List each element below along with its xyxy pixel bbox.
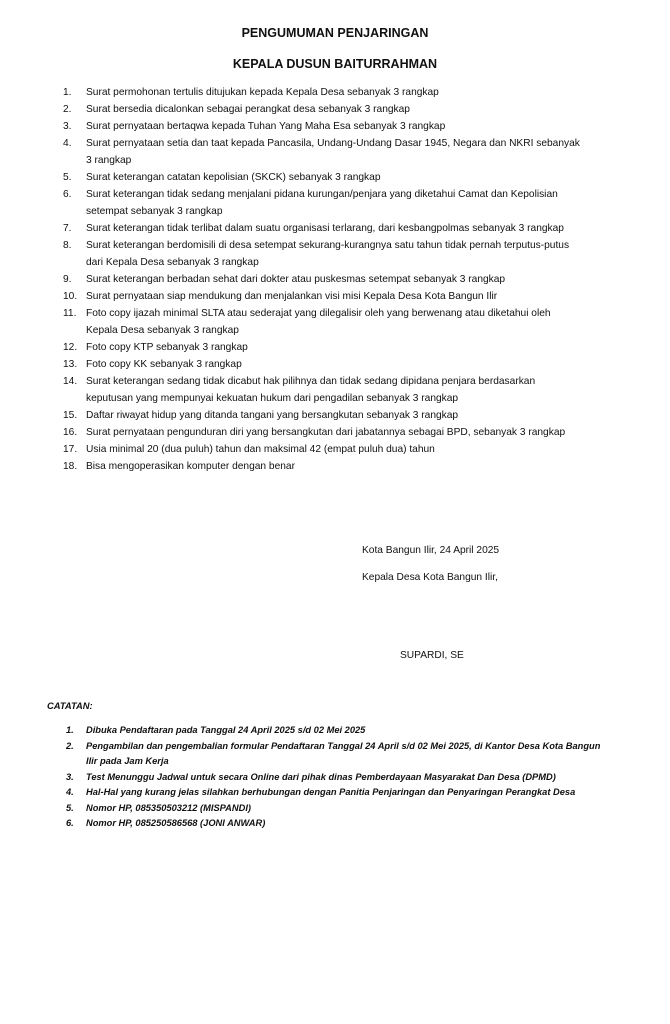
note-number: 6. <box>66 818 74 828</box>
list-item <box>63 373 583 407</box>
item-number: 12. <box>63 342 78 353</box>
list-item <box>66 801 606 817</box>
item-text: Surat bersedia dicalonkan sebagai perangkat desa sebanyak 3 rangkap <box>86 104 410 115</box>
list-item <box>63 186 583 220</box>
note-text: Pengambilan dan pengembalian formular Pendaftaran Tanggal 24 April s/d 02 Mei 2025, di Kantor Desa Kota Bangun Ilir pada Jam Kerja <box>86 740 601 766</box>
item-text: Foto copy KTP sebanyak 3 rangkap <box>86 342 248 353</box>
item-text: Surat keterangan tidak sedang menjalani pidana kurungan/penjara yang diketahui Camat dan Kepolisian setempat sebanyak 3 rangkap <box>86 189 558 217</box>
note-number: 2. <box>66 740 74 751</box>
list-item <box>63 237 583 271</box>
list-item <box>63 169 583 186</box>
list-item <box>66 739 606 770</box>
item-number: 2. <box>63 104 72 115</box>
item-number: 14. <box>63 376 78 387</box>
item-number: 7. <box>63 223 72 234</box>
list-item <box>63 220 583 237</box>
list-item <box>66 785 606 801</box>
item-text: Surat permohonan tertulis ditujukan kepada Kepala Desa sebanyak 3 rangkap <box>86 87 439 98</box>
item-number: 11. <box>63 308 77 319</box>
notes-list <box>66 723 606 832</box>
document-subtitle: KEPALA DUSUN BAITURRAHMAN <box>232 57 438 71</box>
item-text: Daftar riwayat hidup yang ditanda tangani yang bersangkutan sebanyak 3 rangkap <box>86 410 459 421</box>
note-number: 3. <box>66 771 74 782</box>
document-title: PENGUMUMAN PENJARINGAN <box>241 26 429 40</box>
list-item <box>63 271 583 288</box>
list-item <box>63 458 583 475</box>
item-number: 17. <box>63 444 78 455</box>
item-text: Surat pernyataan pengunduran diri yang bersangkutan dari jabatannya sebagai BPD, sebanyak 3 rangkap <box>86 427 566 438</box>
item-number: 5. <box>63 172 72 183</box>
item-number: 4. <box>63 138 72 149</box>
list-item <box>66 816 606 832</box>
list-item <box>63 288 583 305</box>
item-number: 10. <box>63 291 78 302</box>
item-text: Usia minimal 20 (dua puluh) tahun dan maksimal 42 (empat puluh dua) tahun <box>86 444 435 455</box>
item-number: 15. <box>63 410 78 421</box>
signature-place-date: Kota Bangun Ilir, 24 April 2025 <box>362 545 500 556</box>
list-item <box>63 356 583 373</box>
item-text: Foto copy KK sebanyak 3 rangkap <box>86 359 242 370</box>
note-number: 4. <box>66 787 74 797</box>
item-number: 6. <box>63 189 72 200</box>
item-number: 3. <box>63 121 72 132</box>
signature-name: SUPARDI, SE <box>400 650 464 661</box>
notes-heading: CATATAN: <box>47 700 93 711</box>
note-number: 1. <box>66 725 74 735</box>
item-text: Surat pernyataan siap mendukung dan menjalankan visi misi Kepala Desa Kota Bangun Ilir <box>86 291 498 302</box>
item-text: Foto copy ijazah minimal SLTA atau sederajat yang dilegalisir oleh yang berwenang atau diketahui oleh Kepala Desa sebanyak 3 rangkap <box>86 308 551 336</box>
item-number: 1. <box>63 87 72 98</box>
list-item <box>66 770 606 786</box>
note-text: Hal-Hal yang kurang jelas silahkan berhubungan dengan Panitia Penjaringan dan Penyaringan Perangkat Desa <box>86 787 576 797</box>
item-number: 13. <box>63 359 78 370</box>
item-number: 9. <box>63 274 72 285</box>
item-text: Surat keterangan tidak terlibat dalam suatu organisasi terlarang, dari kesbangpolmas sebanyak 3 rangkap <box>86 223 564 234</box>
item-text: Surat keterangan berdomisili di desa setempat sekurang-kurangnya satu tahun tidak pernah terputus-putus dari Kepala Desa sebanyak 3 rangkap <box>86 240 570 268</box>
note-text: Test Menunggu Jadwal untuk secara Online dari pihak dinas Pemberdayaan Masyarakat Dan Desa (DPMD) <box>86 771 556 782</box>
list-item <box>66 723 606 739</box>
item-text: Surat keterangan sedang tidak dicabut hak pilihnya dan tidak sedang dipidana penjara berdasarkan keputusan yang mempunyai kekuatan hukum dari pengadilan sebanyak 3 rangkap <box>86 376 536 404</box>
item-text: Surat pernyataan bertaqwa kepada Tuhan Yang Maha Esa sebanyak 3 rangkap <box>86 121 446 132</box>
list-item <box>63 407 583 424</box>
list-item <box>63 339 583 356</box>
list-item <box>63 424 583 441</box>
item-number: 16. <box>63 427 78 438</box>
item-text: Surat keterangan catatan kepolisian (SKCK) sebanyak 3 rangkap <box>86 172 381 183</box>
list-item <box>63 135 583 169</box>
list-item <box>63 118 583 135</box>
signature-role: Kepala Desa Kota Bangun Ilir, <box>362 572 498 583</box>
note-text: Nomor HP, 085250586568 (JONI ANWAR) <box>86 818 266 828</box>
note-number: 5. <box>66 802 74 813</box>
requirements-list <box>63 84 583 475</box>
list-item <box>63 305 583 339</box>
list-item <box>63 101 583 118</box>
list-item <box>63 84 583 101</box>
item-number: 8. <box>63 240 72 251</box>
note-text: Nomor HP, 085350503212 (MISPANDI) <box>86 802 252 813</box>
list-item <box>63 441 583 458</box>
item-text: Bisa mengoperasikan komputer dengan benar <box>86 461 295 472</box>
item-text: Surat keterangan berbadan sehat dari dokter atau puskesmas setempat sebanyak 3 rangkap <box>86 274 506 285</box>
item-text: Surat pernyataan setia dan taat kepada Pancasila, Undang-Undang Dasar 1945, Negara dan NKRI sebanyak 3 rangkap <box>86 138 580 166</box>
note-text: Dibuka Pendaftaran pada Tanggal 24 April 2025 s/d 02 Mei 2025 <box>86 725 366 735</box>
item-number: 18. <box>63 461 78 472</box>
